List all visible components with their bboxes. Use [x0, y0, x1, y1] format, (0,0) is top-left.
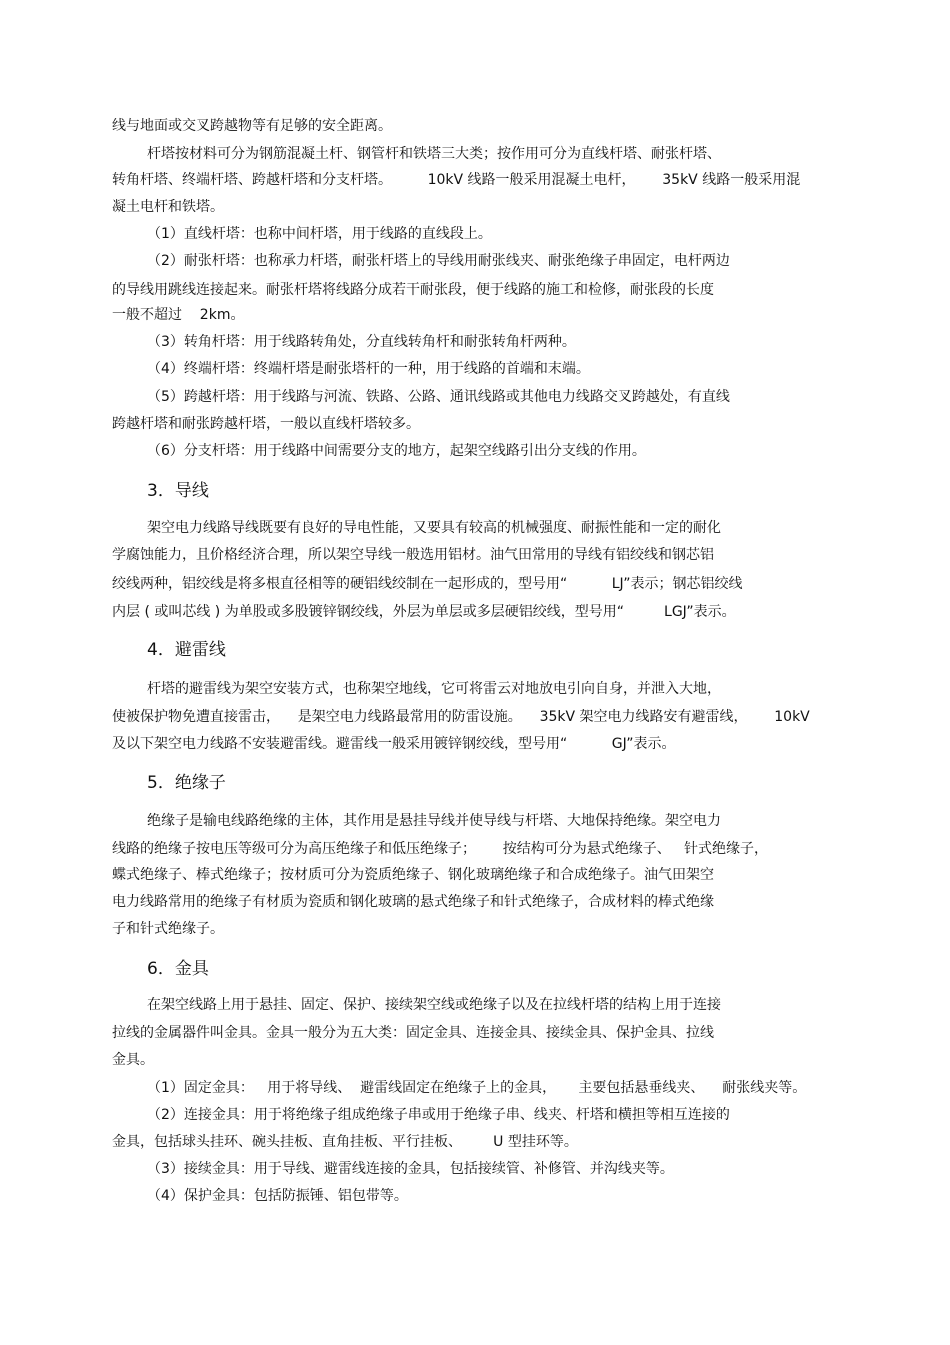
paragraph-line: 子和针式绝缘子。	[112, 921, 224, 937]
list-item: （4）保护金具：包括防振锤、铝包带等。	[147, 1188, 408, 1204]
paragraph-line: 架空电力线路导线既要有良好的导电性能，又要具有较高的机械强度、耐振性能和一定的耐化	[147, 520, 721, 536]
paragraph-line: 在架空线路上用于悬挂、固定、保护、接续架空线或绝缘子以及在拉线杆塔的结构上用于连接	[147, 997, 721, 1013]
paragraph-line: 电力线路常用的绝缘子有材质为瓷质和钢化玻璃的悬式绝缘子和针式绝缘子，合成材料的棒式绝缘	[112, 894, 714, 910]
paragraph-line: 使被保护物免遭直接雷击， 是架空电力线路最常用的防雷设施。 35kV 架空电力线路安有避雷线， 10kV	[112, 709, 810, 725]
paragraph-line: 绞线两种，铝绞线是将多根直径相等的硬铝线绞制在一起形成的，型号用“ LJ”表示；钢芯铝绞线	[112, 576, 743, 592]
list-item: （1）直线杆塔：也称中间杆塔，用于线路的直线段上。	[147, 226, 492, 242]
paragraph-line: 线与地面或交叉跨越物等有足够的安全距离。	[112, 118, 392, 134]
section-heading: 3．导线	[147, 481, 209, 501]
list-item: （3）接续金具：用于导线、避雷线连接的金具，包括接续管、补修管、并沟线夹等。	[147, 1161, 674, 1177]
list-item: （1）固定金具： 用于将导线、 避雷线固定在绝缘子上的金具， 主要包括悬垂线夹、 耐张线夹等。	[147, 1080, 807, 1096]
paragraph-line: 线路的绝缘子按电压等级可分为高压绝缘子和低压绝缘子； 按结构可分为悬式绝缘子、 针式绝缘子，	[112, 841, 769, 857]
list-item: （2）耐张杆塔：也称承力杆塔，耐张杆塔上的导线用耐张线夹、耐张绝缘子串固定，电杆两边	[147, 253, 730, 269]
list-item: （4）终端杆塔：终端杆塔是耐张塔杆的一种，用于线路的首端和末端。	[147, 361, 590, 377]
section-heading: 4．避雷线	[147, 640, 226, 660]
section-heading: 5．绝缘子	[147, 773, 226, 793]
paragraph-line: 学腐蚀能力，且价格经济合理，所以架空导线一般选用铝材。油气田常用的导线有铝绞线和钢芯铝	[112, 547, 714, 563]
list-item: （2）连接金具：用于将绝缘子组成绝缘子串或用于绝缘子串、线夹、杆塔和横担等相互连接的	[147, 1107, 730, 1123]
paragraph-line: 杆塔的避雷线为架空安装方式，也称架空地线，它可将雷云对地放电引向自身，并泄入大地，	[147, 681, 721, 697]
list-item: （5）跨越杆塔：用于线路与河流、铁路、公路、通讯线路或其他电力线路交叉跨越处，有直线	[147, 389, 730, 405]
paragraph-line: 内层 ( 或叫芯线 ) 为单股或多股镀锌钢绞线，外层为单层或多层硬铝绞线，型号用“ LGJ”表示。	[112, 604, 736, 620]
paragraph-line: 的导线用跳线连接起来。耐张杆塔将线路分成若干耐张段，便于线路的施工和检修，耐张段的长度	[112, 282, 714, 298]
paragraph-line: 凝土电杆和铁塔。	[112, 199, 224, 215]
section-heading: 6．金具	[147, 959, 209, 979]
paragraph-line: 绝缘子是输电线路绝缘的主体，其作用是悬挂导线并使导线与杆塔、大地保持绝缘。架空电力	[147, 813, 721, 829]
paragraph-line: 杆塔按材料可分为钢筋混凝土杆、钢管杆和铁塔三大类；按作用可分为直线杆塔、耐张杆塔、	[147, 146, 721, 162]
list-item: （6）分支杆塔：用于线路中间需要分支的地方，起架空线路引出分支线的作用。	[147, 443, 646, 459]
paragraph-line: 金具，包括球头挂环、碗头挂板、直角挂板、平行挂板、 U 型挂环等。	[112, 1134, 578, 1150]
paragraph-line: 跨越杆塔和耐张跨越杆塔，一般以直线杆塔较多。	[112, 416, 420, 432]
paragraph-line: 金具。	[112, 1052, 154, 1068]
paragraph-line: 一般不超过 2km。	[112, 307, 245, 323]
paragraph-line: 拉线的金属器件叫金具。金具一般分为五大类：固定金具、连接金具、接续金具、保护金具、拉线	[112, 1025, 714, 1041]
paragraph-line: 及以下架空电力线路不安装避雷线。避雷线一般采用镀锌钢绞线，型号用“ GJ”表示。	[112, 736, 676, 752]
paragraph-line: 蝶式绝缘子、棒式绝缘子；按材质可分为瓷质绝缘子、钢化玻璃绝缘子和合成绝缘子。油气田架空	[112, 867, 714, 883]
list-item: （3）转角杆塔：用于线路转角处，分直线转角杆和耐张转角杆两种。	[147, 334, 576, 350]
paragraph-line: 转角杆塔、终端杆塔、跨越杆塔和分支杆塔。 10kV 线路一般采用混凝土电杆， 35kV 线路一般采用混	[112, 172, 801, 188]
